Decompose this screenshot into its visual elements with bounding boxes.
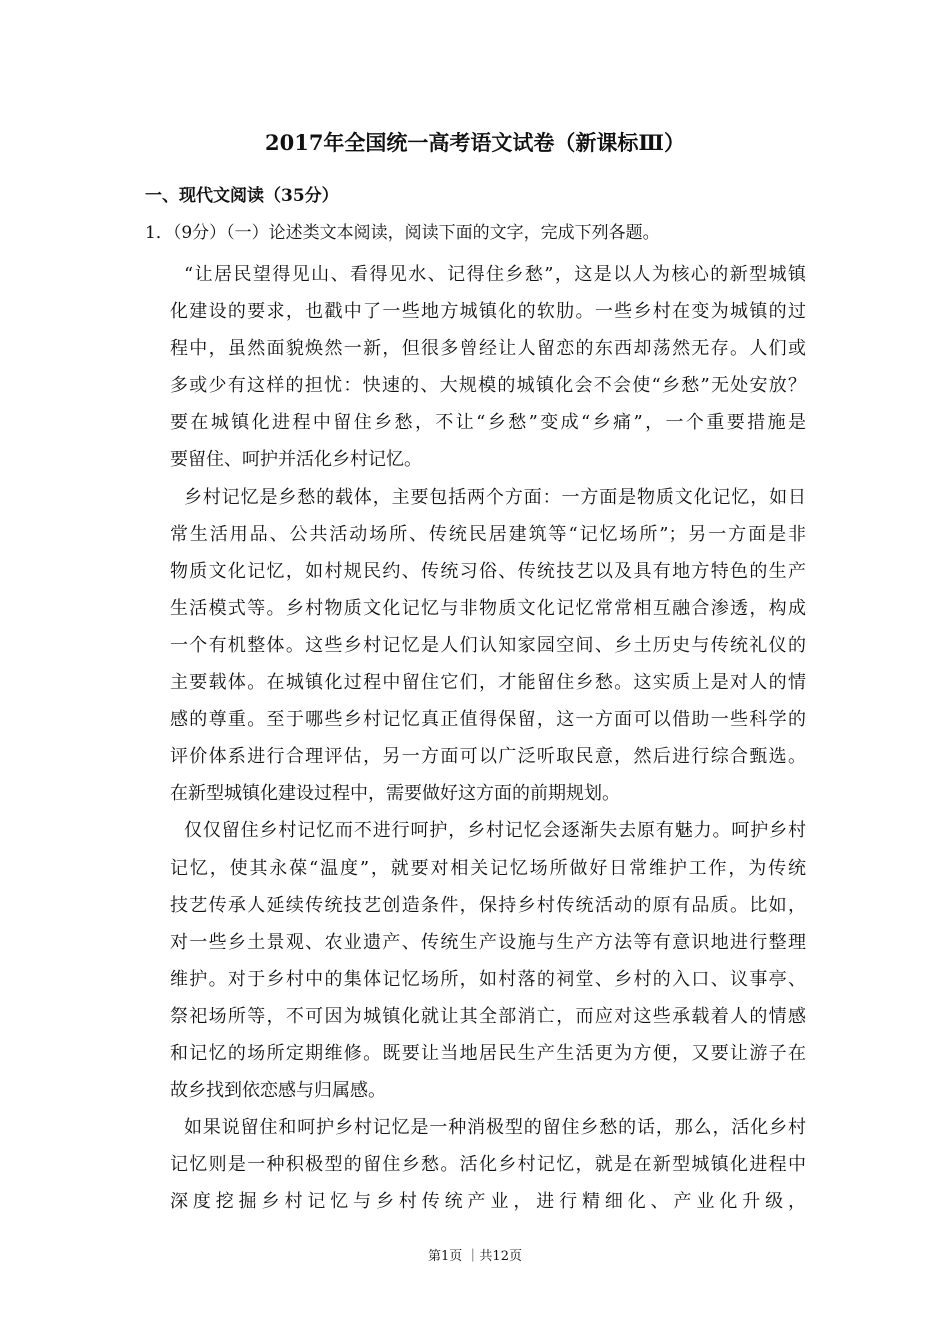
passage-line: 记忆则是一种积极型的留住乡愁。活化乡村记忆，就是在新型城镇化进程中 <box>170 1154 806 1176</box>
section-heading: 一、现代文阅读（35分） <box>145 186 339 206</box>
passage-line: 物质文化记忆，如村规民约、传统习俗、传统技艺以及具有地方特色的生产 <box>170 560 806 582</box>
passage-line: 对一些乡土景观、农业遗产、传统生产设施与生产方法等有意识地进行整理 <box>170 931 806 953</box>
passage-line: 记忆，使其永葆“温度”，就要对相关记忆场所做好日常维护工作，为传统 <box>170 857 806 879</box>
document-title: 2017年全国统一高考语文试卷（新课标Ⅲ） <box>264 130 686 155</box>
passage-line: 常生活用品、公共活动场所、传统民居建筑等“记忆场所”；另一方面是非 <box>170 523 806 545</box>
passage-line: 多或少有这样的担忧：快速的、大规模的城镇化会不会使“乡愁”无处安放？ <box>170 375 806 397</box>
passage-line: 如果说留住和呵护乡村记忆是一种消极型的留住乡愁的话，那么，活化乡村 <box>184 1117 806 1139</box>
passage-line: 乡村记忆是乡愁的载体，主要包括两个方面：一方面是物质文化记忆，如日 <box>184 486 806 508</box>
passage-line: 要留住、呵护并活化乡村记忆。 <box>170 449 422 471</box>
passage-line: 在新型城镇化建设过程中，需要做好这方面的前期规划。 <box>170 783 620 805</box>
passage-line: 和记忆的场所定期维修。既要让当地居民生产生活更为方便，又要让游子在 <box>170 1042 806 1064</box>
passage-line: “让居民望得见山、看得见水、记得住乡愁”，这是以人为核心的新型城镇 <box>184 264 806 285</box>
passage-line: 祭祀场所等，不可因为城镇化就让其全部消亡，而应对这些承载着人的情感 <box>170 1005 806 1027</box>
passage-line: 要在城镇化进程中留住乡愁，不让“乡愁”变成“乡痛”，一个重要措施是 <box>170 412 806 434</box>
passage-line: 主要载体。在城镇化过程中留住它们，才能留住乡愁。这实质上是对人的情 <box>170 672 806 694</box>
passage-line: 故乡找到依恋感与归属感。 <box>170 1080 386 1102</box>
passage-line: 维护。对于乡村中的集体记忆场所，如村落的祠堂、乡村的入口、议事亭、 <box>170 968 806 990</box>
passage-line: 程中，虽然面貌焕然一新，但很多曾经让人留恋的东西却荡然无存。人们或 <box>170 338 806 360</box>
passage-line: 深度挖掘乡村记忆与乡村传统产业，进行精细化、产业化升级， <box>170 1191 806 1213</box>
passage-line: 仅仅留住乡村记忆而不进行呵护，乡村记忆会逐渐失去原有魅力。呵护乡村 <box>184 820 806 842</box>
passage-line: 技艺传承人延续传统技艺创造条件，保持乡村传统活动的原有品质。比如， <box>170 894 806 916</box>
passage <box>170 256 806 1220</box>
passage-line: 感的尊重。至于哪些乡村记忆真正值得保留，这一方面可以借助一些科学的 <box>170 709 806 731</box>
question-1-heading: 1．（9分）（一）论述类文本阅读，阅读下面的文字，完成下列各题。 <box>145 223 660 243</box>
passage-line: 生活模式等。乡村物质文化记忆与非物质文化记忆常常相互融合渗透，构成 <box>170 597 806 619</box>
passage-line: 一个有机整体。这些乡村记忆是人们认知家园空间、乡土历史与传统礼仪的 <box>170 634 806 656</box>
page-footer: 第1页 ｜共12页 <box>428 1249 522 1264</box>
passage-line: 评价体系进行合理评估，另一方面可以广泛听取民意，然后进行综合甄选。 <box>170 746 806 768</box>
passage-line: 化建设的要求，也戳中了一些地方城镇化的软肋。一些乡村在变为城镇的过 <box>170 301 806 323</box>
